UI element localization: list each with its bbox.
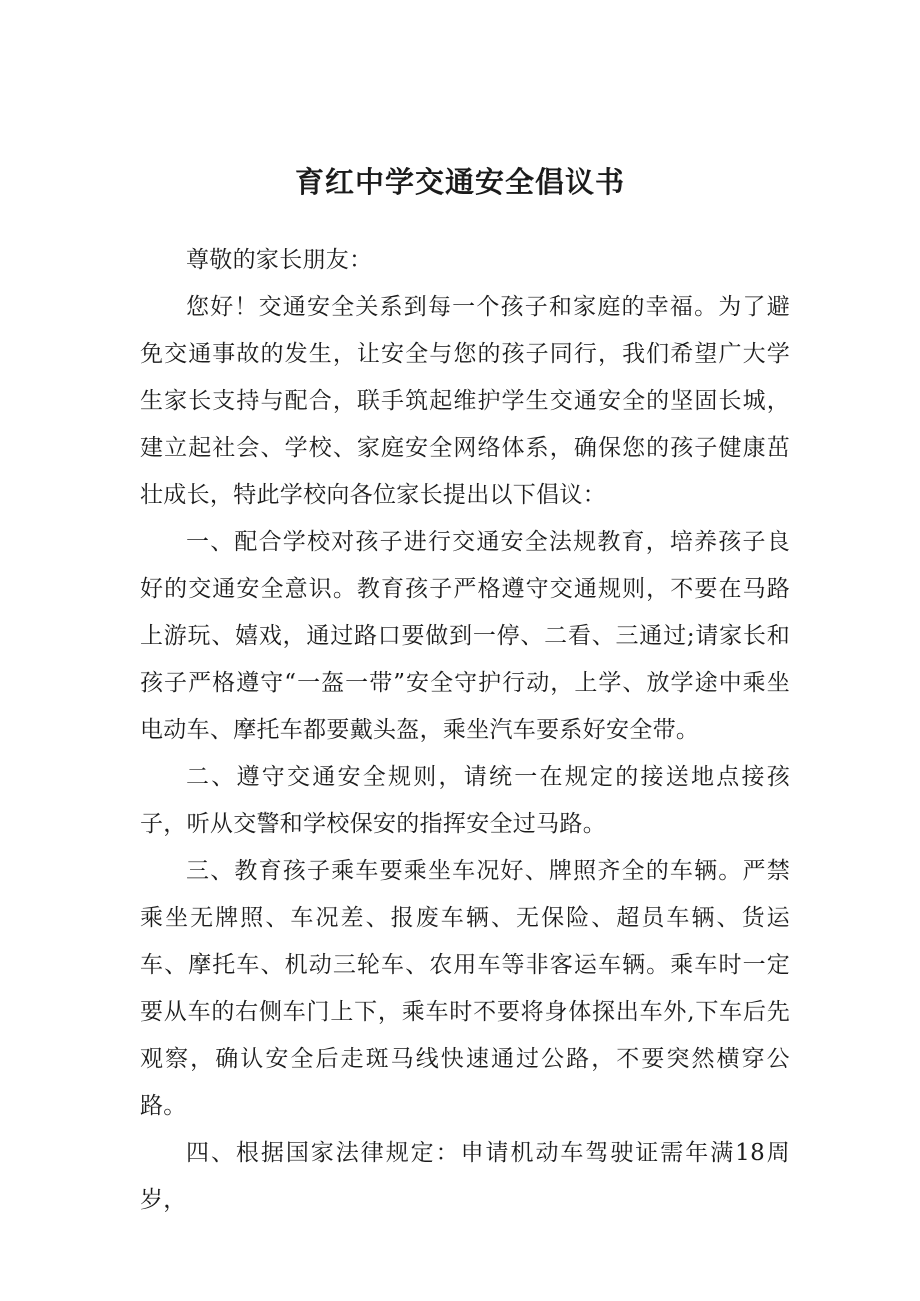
paragraph-item-2: 二、遵守交通安全规则，请统一在规定的接送地点接孩子，听从交警和学校保安的指挥安全过马路。 (140, 764, 790, 837)
paragraph-item-1: 一、配合学校对孩子进行交通安全法规教育，培养孩子良好的交通安全意识。教育孩子严格遵守交通规则，不要在马路上游玩、嬉戏，通过路口要做到一停、二看、三通过;请家长和孩子严格遵守“一盔一带”安全守护行动，上学、放学途中乘坐电动车、摩托车都要戴头盔，乘坐汽车要系好安全带。 (140, 529, 790, 743)
salutation: 尊敬的家长朋友： (186, 247, 373, 273)
document-title: 育红中学交通安全倡议书 (294, 165, 625, 200)
paragraph-item-4: 四、根据国家法律规定：申请机动车驾驶证需年满18周岁， (140, 1140, 790, 1213)
document-body (140, 237, 790, 1224)
paragraph-item-3: 三、教育孩子乘车要乘坐车况好、牌照齐全的车辆。严禁乘坐无牌照、车况差、报废车辆、无保险、超员车辆、货运车、摩托车、机动三轮车、农用车等非客运车辆。乘车时一定要从车的右侧车门上下，乘车时不要将身体探出车外,下车后先观察，确认安全后走斑马线快速通过公路，不要突然横穿公路。 (140, 858, 790, 1119)
paragraph-greeting: 您好！交通安全关系到每一个孩子和家庭的幸福。为了避免交通事故的发生，让安全与您的孩子同行，我们希望广大学生家长支持与配合，联手筑起维护学生交通安全的坚固长城，建立起社会、学校、家庭安全网络体系，确保您的孩子健康茁壮成长，特此学校向各位家长提出以下倡议： (140, 294, 790, 508)
